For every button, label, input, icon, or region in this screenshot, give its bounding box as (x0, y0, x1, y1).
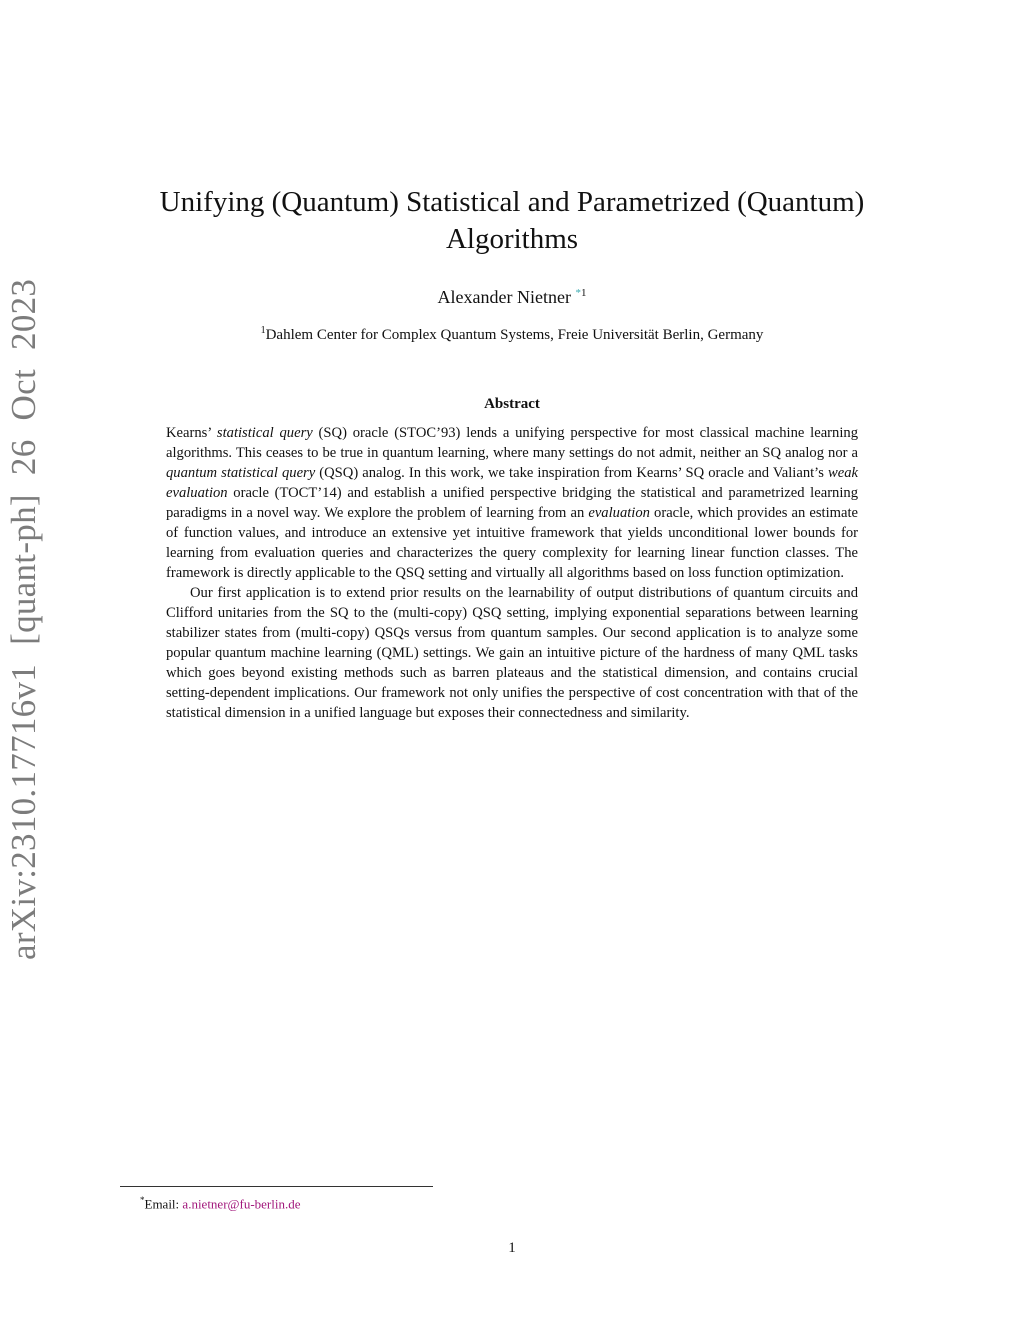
footnote-label: Email: (144, 1196, 183, 1212)
abstract-text: (SQ) oracle (STOC’93) lends a unifying perspective for most classical machine learning algorithms. This ceases to be true in quantum learning, where many settings do not admit, neither an SQ analog nor a (166, 425, 858, 461)
abstract-body (166, 423, 858, 723)
author-footnote-link[interactable]: * (575, 287, 581, 299)
abstract-emphasis: evaluation (588, 505, 650, 521)
affiliation-mark: 1 (260, 325, 266, 336)
affiliation-text: Dahlem Center for Complex Quantum Systems, Freie Universität Berlin, Germany (265, 327, 764, 343)
abstract-paragraph-2: Our first application is to extend prior results on the learnability of output distributions of quantum circuits and Clifford unitaries from the SQ to the (multi-copy) QSQ setting, implying exponential separations between learning stabilizer states from (multi-copy) QSQs versus from quantum samples. Our second application is to analyze some popular quantum machine learning (QML) settings. We gain an intuitive picture of the hardness of many QML tasks which goes beyond existing methods such as barren plateaus and the statistical dimension, and contains crucial setting-dependent implications. Our framework not only unifies the perspective of cost concentration with that of the statistical dimension in a unified language but exposes their connectedness and similarity. (166, 585, 858, 721)
footnote (140, 1191, 301, 1213)
abstract-emphasis: statistical query (216, 425, 313, 441)
author-line (0, 281, 1024, 309)
abstract-heading: Abstract (484, 396, 540, 412)
affiliation-line (0, 320, 1024, 346)
author-footnote-marks (575, 287, 586, 299)
abstract-emphasis: quantum statistical query (166, 465, 316, 481)
abstract-paragraph-1 (166, 423, 858, 583)
email-link[interactable]: a.nietner@fu-berlin.de (182, 1196, 301, 1212)
abstract-text: (QSQ) analog. In this work, we take inspiration from Kearns’ SQ oracle and Valiant’s (315, 465, 828, 481)
author-name: Alexander Nietner (437, 287, 571, 307)
page-number: 1 (508, 1240, 516, 1256)
arxiv-identifier-stamp: arXiv:2310.17716v1 [quant-ph] 26 Oct 2023 (4, 278, 43, 960)
abstract-text: oracle (TOCT’14) and establish a unified perspective bridging the statistical and parametrized learning paradigms in a novel way. We explore the problem of learning from an (166, 485, 858, 521)
footnote-divider (120, 1186, 433, 1187)
author-affiliation-mark: 1 (580, 287, 587, 299)
abstract-text: Kearns’ (166, 425, 217, 441)
footnote-mark: * (140, 1195, 145, 1205)
paper-title: Unifying (Quantum) Statistical and Parametrized (Quantum) Algorithms (159, 186, 865, 255)
abstract-text: oracle, which provides an estimate of function values, and introduce an extensive yet intuitive framework that yields unconditional lower bounds for learning from evaluation queries and characterizes the query complexity for learning linear function classes. The framework is directly applicable to the QSQ setting and virtually all algorithms based on loss function optimization. (166, 505, 859, 581)
abstract-emphasis: weak evaluation (166, 465, 858, 501)
